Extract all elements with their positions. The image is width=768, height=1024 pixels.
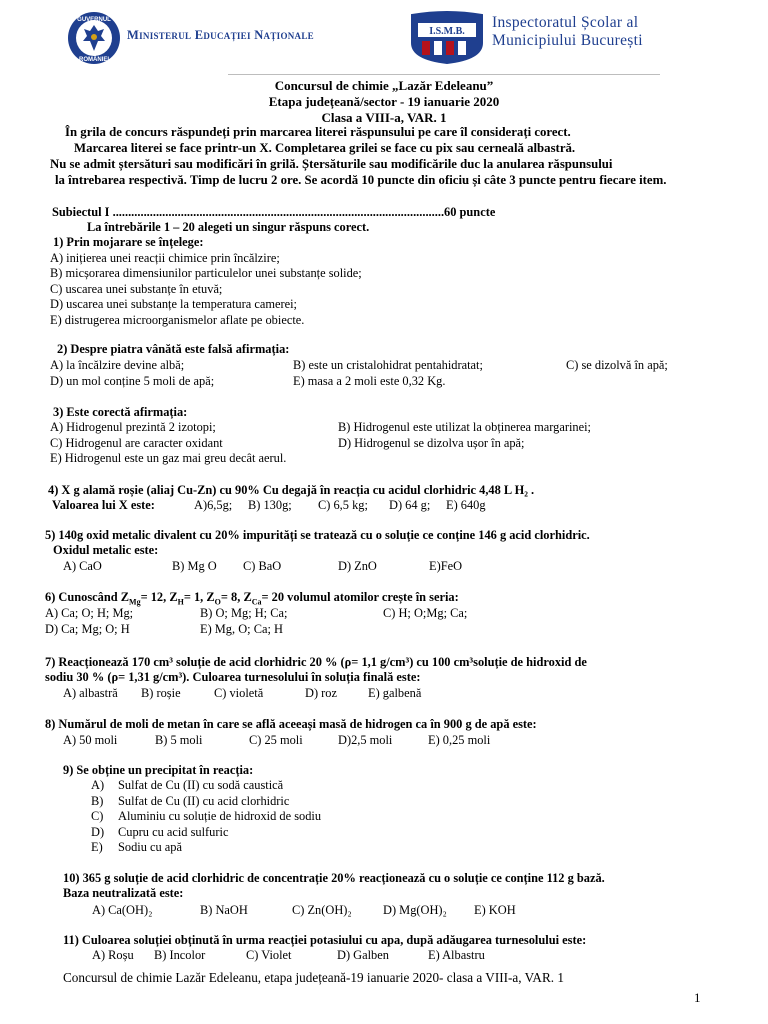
q9-option-b: Sulfat de Cu (II) cu acid clorhidric <box>118 794 290 808</box>
q1-option-e: E) distrugerea microorganismelor aflate pe obiecte. <box>50 313 305 327</box>
class-title: Clasa a VIII-a, VAR. 1 <box>321 110 447 125</box>
q3-option-d: D) Hidrogenul se dizolva ușor în apă; <box>338 436 525 450</box>
q5-option-d: D) ZnO <box>338 559 377 573</box>
q11-option-c: C) Violet <box>246 948 292 962</box>
q8-stem: 8) Numărul de moli de metan în care se află aceeași masă de hidrogen ca în 900 g de apă este: <box>45 717 537 731</box>
q9-option-e: Sodiu cu apă <box>118 840 183 854</box>
q10-stem2: Baza neutralizată este: <box>63 886 184 900</box>
page-number: 1 <box>694 990 701 1005</box>
q6-stem: 6) Cunoscând $Z_{Mg}= 12$, $Z_H= 1$, $Z_O= 8$, $Z_{Ca}= 20$ volumul atomilor crește în seria: <box>45 590 459 607</box>
q9-option-d: Cupru cu acid sulfuric <box>118 825 229 839</box>
q6-option-c: C) H; O;Mg; Ca; <box>383 606 468 620</box>
q9-letter-c: C) <box>91 809 104 823</box>
q11-option-d: D) Galben <box>337 948 389 962</box>
q9-option-a: Sulfat de Cu (II) cu sodă caustică <box>118 778 284 792</box>
q7-stem: 7) Reacționează 170 cm³ soluție de acid clorhidric 20 % (ρ= 1,1 g/cm³) cu 100 cm³soluție de hidroxid de <box>45 655 587 669</box>
page-footer: Concursul de chimie Lazăr Edeleanu, etapa județeană-19 ianuarie 2020- clasa a VIII-a, VAR. 1 <box>63 970 564 985</box>
q2-option-c: C) se dizolvă în apă; <box>566 358 668 372</box>
instructions-line1: În grila de concurs răspundeți prin marcarea literei răspunsului pe care îl considerați corect. <box>65 125 571 139</box>
header-divider <box>228 74 660 75</box>
q4-stem: 4) X g alamă roșie (aliaj Cu-Zn) cu 90% Cu degajă în reacția cu acidul clorhidric 4,48 L H₂ . <box>48 483 535 497</box>
q2-option-d: D) un mol conține 5 moli de apă; <box>50 374 215 388</box>
q3-option-c: C) Hidrogenul are caracter oxidant <box>50 436 223 450</box>
q5-stem2: Oxidul metalic este: <box>53 543 159 557</box>
q9-letter-b: B) <box>91 794 104 808</box>
q1-option-d: D) uscarea unei substanțe la temperatura camerei; <box>50 297 298 311</box>
q10-option-c: C) Zn(OH)₂ <box>292 903 352 917</box>
instructions-line2: Marcarea literei se face printr-un X. Completarea grilei se face cu pix sau cerneală albastră. <box>74 141 576 155</box>
ismb-logo <box>408 11 486 65</box>
q11-option-a: A) Roșu <box>92 948 134 962</box>
q3-option-a: A) Hidrogenul prezintă 2 izotopi; <box>50 420 216 434</box>
q10-stem: 10) 365 g soluție de acid clorhidric de concentrație 20% reacționează cu o soluție ce conține 112 g bază. <box>63 871 605 885</box>
q8-option-b: B) 5 moli <box>155 733 203 747</box>
q7-option-a: A) albastră <box>63 686 118 700</box>
q7-option-e: E) galbenă <box>368 686 422 700</box>
q11-option-b: B) Incolor <box>154 948 206 962</box>
q7-stem2: sodiu 30 % (ρ= 1,31 g/cm³). Culoarea turnesolului în soluția finală este: <box>45 670 421 684</box>
q7-option-c: C) violetă <box>214 686 264 700</box>
q1-stem: 1) Prin mojarare se înțelege: <box>53 235 204 249</box>
inspectorate-line2: Municipiului București <box>492 32 643 49</box>
seal-top-text: GUVERNUL <box>77 17 111 23</box>
q6-option-a: A) Ca; O; H; Mg; <box>45 606 134 620</box>
q9-letter-e: E) <box>91 840 103 854</box>
instructions-line3: Nu se admit ștersături sau modificări în grilă. Ștersăturile sau modificările duc la anularea răspunsului <box>50 157 613 171</box>
q9-letter-d: D) <box>91 825 105 839</box>
subject-title: Subiectul I ...........................................................................................................60 puncte <box>52 205 496 219</box>
ministry-name: Ministerul Educației Naționale <box>127 28 314 42</box>
q4-label: Valoarea lui X este: <box>52 498 155 512</box>
stage-title: Etapa județeană/sector - 19 ianuarie 2020 <box>268 94 500 109</box>
q8-option-c: C) 25 moli <box>249 733 303 747</box>
q1-option-a: A) inițierea unei reacții chimice prin încălzire; <box>50 251 280 265</box>
q4-option-c: C) 6,5 kg; <box>318 498 368 512</box>
q6-option-e: E) Mg, O; Ca; H <box>200 622 283 636</box>
q8-option-d: D)2,5 moli <box>338 733 393 747</box>
seal-bottom-text: ROMÂNIEI <box>79 57 109 63</box>
q9-letter-a: A) <box>91 778 105 792</box>
q1-option-c: C) uscarea unei substanțe în etuvă; <box>50 282 223 296</box>
q5-stem: 5) 140g oxid metalic divalent cu 20% impurități se tratează cu o soluție ce conține 146 g acid clorhidric. <box>45 528 590 542</box>
q10-option-a: A) Ca(OH)₂ <box>92 903 153 917</box>
q8-option-e: E) 0,25 moli <box>428 733 491 747</box>
ismb-badge-text: I.S.M.B. <box>429 26 465 37</box>
q10-option-e: E) KOH <box>474 903 516 917</box>
q10-option-b: B) NaOH <box>200 903 248 917</box>
government-seal-logo <box>67 11 121 65</box>
q11-stem: 11) Culoarea soluției obținută în urma reacției potasiului cu apa, după adăugarea turnesolului este: <box>63 933 587 947</box>
q9-stem: 9) Se obține un precipitat în reacția: <box>63 763 254 777</box>
q7-option-b: B) roșie <box>141 686 181 700</box>
q4-option-d: D) 64 g; <box>389 498 431 512</box>
q7-option-d: D) roz <box>305 686 337 700</box>
q5-option-e: E)FeO <box>429 559 463 573</box>
q9-option-c: Aluminiu cu soluție de hidroxid de sodiu <box>118 809 322 823</box>
instructions-line4: la întrebarea respectivă. Timp de lucru 2 ore. Se acordă 10 puncte din oficiu și câte 3 puncte pentru fiecare item. <box>55 173 667 187</box>
q2-stem: 2) Despre piatra vânătă este falsă afirmația: <box>57 342 290 356</box>
q5-option-c: C) BaO <box>243 559 282 573</box>
q6-option-b: B) O; Mg; H; Ca; <box>200 606 288 620</box>
q10-option-d: D) Mg(OH)₂ <box>383 903 447 917</box>
subject-subtitle: La întrebările 1 – 20 alegeti un singur răspuns corect. <box>87 220 370 234</box>
q3-option-e: E) Hidrogenul este un gaz mai greu decât aerul. <box>50 451 287 465</box>
q5-option-b: B) Mg O <box>172 559 217 573</box>
q11-option-e: E) Albastru <box>428 948 485 962</box>
q2-option-e: E) masa a 2 moli este 0,32 Kg. <box>293 374 446 388</box>
q1-option-b: B) micșorarea dimensiunilor particulelor unei substanțe solide; <box>50 266 362 280</box>
contest-title: Concursul de chimie „Lazăr Edeleanu” <box>274 78 494 93</box>
q4-option-a: A)6,5g; <box>194 498 233 512</box>
q8-option-a: A) 50 moli <box>63 733 118 747</box>
q2-option-b: B) este un cristalohidrat pentahidratat; <box>293 358 483 372</box>
q4-option-b: B) 130g; <box>248 498 292 512</box>
q4-option-e: E) 640g <box>446 498 486 512</box>
q6-option-d: D) Ca; Mg; O; H <box>45 622 130 636</box>
q3-stem: 3) Este corectă afirmația: <box>53 405 188 419</box>
q5-option-a: A) CaO <box>63 559 102 573</box>
inspectorate-line1: Inspectoratul Școlar al <box>492 14 639 31</box>
q2-option-a: A) la încălzire devine albă; <box>50 358 185 372</box>
q3-option-b: B) Hidrogenul este utilizat la obținerea margarinei; <box>338 420 592 434</box>
